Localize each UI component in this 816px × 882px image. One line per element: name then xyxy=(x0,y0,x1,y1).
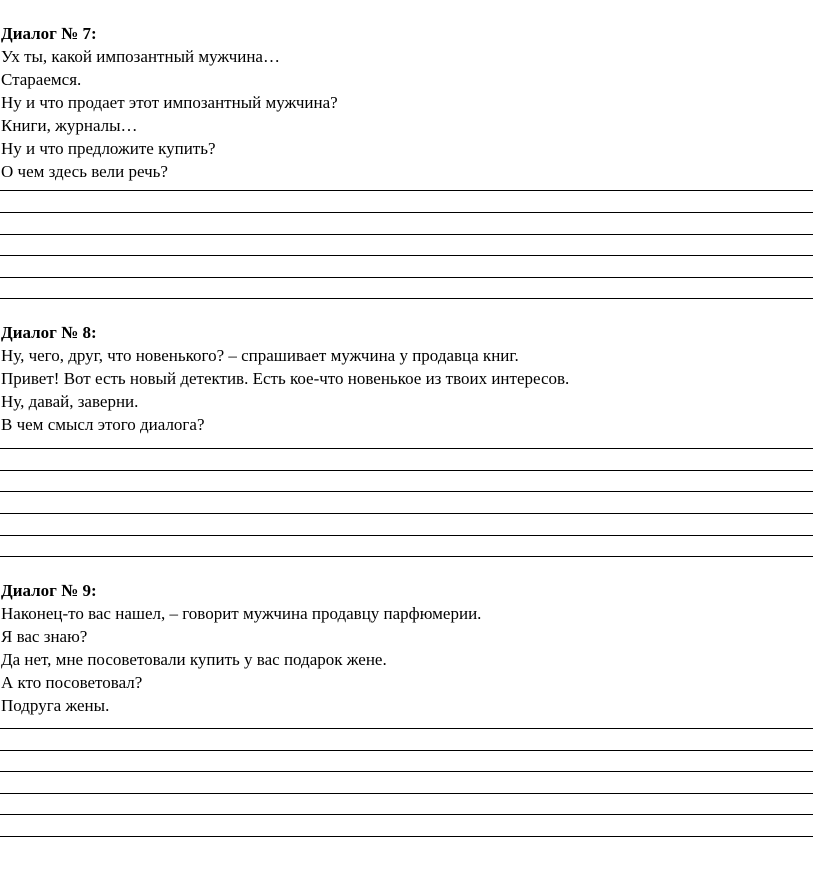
answer-line xyxy=(0,814,813,815)
answer-line xyxy=(0,771,813,772)
answer-line xyxy=(0,470,813,471)
dialog-7-line-3: Ну и что продает этот импозантный мужчина? xyxy=(1,93,338,112)
dialog-7-line-1: Ух ты, какой импозантный мужчина… xyxy=(1,47,280,66)
dialog-7 xyxy=(0,22,816,183)
dialog-8-line-2: Привет! Вот есть новый детектив. Есть кое-что новенькое из твоих интересов. xyxy=(1,369,570,388)
dialog-9-line-3: Да нет, мне посоветовали купить у вас подарок жене. xyxy=(1,650,387,669)
answer-line xyxy=(0,793,813,794)
answer-line xyxy=(0,212,813,213)
answer-line xyxy=(0,234,813,235)
dialog-7-question: О чем здесь вели речь? xyxy=(1,162,168,181)
answer-line xyxy=(0,448,813,449)
dialog-8-title: Диалог № 8: xyxy=(1,323,97,342)
dialog-9-title: Диалог № 9: xyxy=(1,581,97,600)
dialog-8-line-1: Ну, чего, друг, что новенького? – спрашивает мужчина у продавца книг. xyxy=(1,346,519,365)
dialog-7-line-2: Стараемся. xyxy=(1,70,82,89)
answer-line xyxy=(0,513,813,514)
answer-line xyxy=(0,728,813,729)
dialog-9-line-5: Подруга жены. xyxy=(1,696,110,715)
dialog-9-line-2: Я вас знаю? xyxy=(1,627,88,646)
answer-line xyxy=(0,255,813,256)
answer-line xyxy=(0,298,813,299)
dialog-9-line-1: Наконец-то вас нашел, – говорит мужчина продавцу парфюмерии. xyxy=(1,604,482,623)
dialog-8-question: В чем смысл этого диалога? xyxy=(1,415,205,434)
dialog-9-line-4: А кто посоветовал? xyxy=(1,673,143,692)
dialog-7-line-5: Ну и что предложите купить? xyxy=(1,139,216,158)
answer-line xyxy=(0,556,813,557)
answer-line xyxy=(0,491,813,492)
answer-line xyxy=(0,190,813,191)
dialog-9 xyxy=(0,579,816,717)
dialog-7-title: Диалог № 7: xyxy=(1,24,97,43)
dialog-8-line-3: Ну, давай, заверни. xyxy=(1,392,139,411)
answer-line xyxy=(0,535,813,536)
dialog-7-line-4: Книги, журналы… xyxy=(1,116,138,135)
answer-line xyxy=(0,277,813,278)
dialog-8 xyxy=(0,321,816,436)
answer-line xyxy=(0,750,813,751)
answer-line xyxy=(0,836,813,837)
